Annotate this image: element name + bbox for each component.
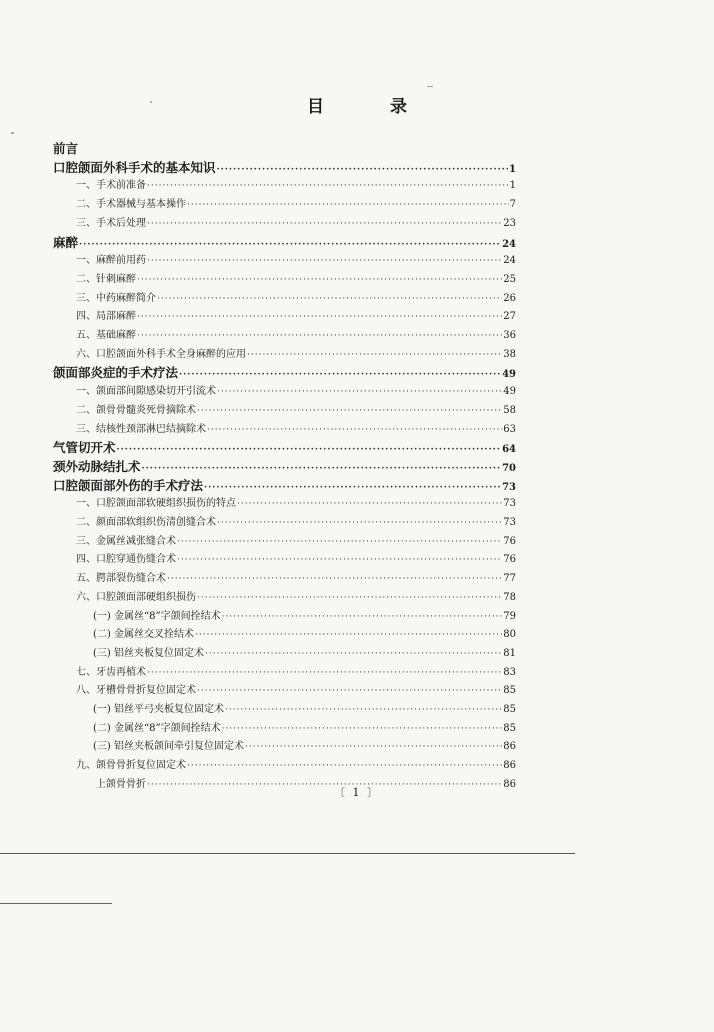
toc-entry-title: 二、手术器械与基本操作 [76, 199, 186, 211]
toc-leader-dots [187, 197, 509, 213]
toc-entry-page: 1 [509, 180, 516, 192]
toc-leader-dots [195, 627, 502, 643]
toc-leader-dots [147, 178, 509, 194]
toc-entry-title: 麻醉 [53, 234, 79, 250]
toc-entry-title: 六、口腔颌面外科手术全身麻醉的应用 [76, 348, 246, 360]
toc-entry-title: 上颌骨骨折 [96, 778, 146, 790]
toc-entry-page: 49 [503, 386, 516, 398]
toc-entry [93, 646, 516, 662]
toc-entry-title: (三) 铝丝夹板复位固定术 [93, 647, 204, 659]
toc-leader-dots [79, 237, 501, 251]
toc-entry-page: 85 [503, 704, 516, 715]
toc-entry [76, 197, 516, 213]
toc-leader-dots [147, 216, 502, 232]
toc-entry-page: 79 [503, 610, 516, 622]
toc-entry-page: 78 [503, 591, 516, 603]
toc-entry-title: 七、牙齿再植术 [76, 666, 146, 678]
toc-leader-dots [137, 272, 502, 288]
scan-speck [427, 86, 433, 87]
toc-entry-title: 九、颌骨骨折复位固定术 [76, 760, 186, 772]
toc-entry [76, 758, 516, 774]
toc-entry-title: 一、颌面部间隙感染切开引流术 [76, 386, 216, 398]
toc-entry-title: 二、颌骨骨髓炎死骨摘除术 [76, 404, 196, 416]
toc-entry-title: 前言 [53, 141, 79, 156]
toc-leader-dots [117, 442, 502, 456]
toc-leader-dots [177, 552, 502, 568]
toc-entry [76, 309, 516, 325]
toc-entry-title: (二) 金属丝“8”字颌间拴结术 [93, 722, 221, 734]
toc-entry-title: 五、腭部裂伤缝合术 [76, 573, 166, 585]
scan-rule-line-short [0, 903, 112, 904]
toc-entry-title: 六、口腔颌面部硬组织损伤 [76, 591, 196, 603]
toc-entry-page: 36 [503, 330, 516, 341]
toc-entry-title: 气管切开术 [53, 440, 116, 456]
toc-entry-title: 三、中药麻醉简介 [76, 292, 156, 304]
toc-entry [53, 478, 516, 494]
toc-entry-page: 24 [502, 238, 516, 250]
toc-entry-title: 三、结核性颈部淋巴结摘除术 [76, 423, 206, 435]
scan-speck [150, 101, 152, 103]
toc-entry [76, 552, 516, 568]
toc-entry [53, 440, 516, 456]
toc-leader-dots [207, 422, 502, 438]
toc-leader-dots [137, 309, 502, 325]
toc-entry-title: 口腔颌面部外伤的手术疗法 [53, 477, 204, 493]
toc-leader-dots [222, 609, 503, 625]
toc-entry-title: 口腔颌面外科手术的基本知识 [53, 159, 216, 175]
toc-entry [93, 739, 516, 755]
toc-leader-dots [245, 739, 502, 755]
toc-leader-dots [137, 328, 502, 344]
toc-entry-page: 58 [503, 404, 516, 416]
toc-leader-dots [225, 702, 502, 718]
toc-entry [76, 384, 516, 400]
toc-entry-page: 64 [502, 444, 516, 456]
toc-entry-page: 63 [503, 423, 516, 435]
toc-entry-title: (三) 铝丝夹板颌间牵引复位固定术 [93, 741, 244, 753]
toc-entry-title: 一、手术前准备 [76, 180, 146, 192]
toc-entry-title: (一) 金属丝“8”字颌间拴结术 [93, 610, 221, 622]
toc-leader-dots [167, 571, 502, 587]
toc-leader-dots [237, 496, 502, 512]
scan-rule-line [0, 853, 575, 854]
toc-leader-dots [204, 480, 501, 494]
toc-entry-page: 86 [503, 741, 516, 753]
toc-entry [76, 253, 516, 269]
toc-entry-title: 二、颜面部软组织伤清创缝合术 [76, 517, 216, 528]
toc-entry-page: 70 [502, 462, 516, 474]
toc-leader-dots [157, 291, 502, 307]
toc-entry [76, 422, 516, 438]
toc-entry [76, 590, 516, 606]
toc-entry-title: 四、局部麻醉 [76, 311, 136, 323]
toc-leader-dots [147, 665, 502, 681]
toc-entry-page: 49 [502, 369, 516, 381]
toc-leader-dots [197, 683, 502, 699]
toc-entry [93, 627, 516, 643]
toc-entry [76, 291, 516, 307]
toc-entry-page: 1 [509, 163, 516, 175]
toc-entry [53, 141, 516, 157]
toc-entry-title: 颌面部炎症的手术疗法 [53, 365, 179, 381]
page-title: 目 录 [307, 97, 437, 117]
toc-entry [76, 328, 516, 344]
toc-leader-dots [205, 646, 502, 662]
toc-entry-page: 25 [503, 273, 516, 285]
toc-entry [76, 347, 516, 363]
toc-entry [76, 216, 516, 232]
toc-leader-dots [179, 367, 501, 381]
toc-entry-title: 三、金属丝减张缝合术 [76, 535, 176, 547]
toc-entry-title: (一) 铝丝平弓夹板复位固定术 [93, 704, 224, 715]
toc-entry-page: 26 [503, 292, 516, 304]
toc-leader-dots [197, 403, 502, 419]
toc-entry-page: 76 [503, 535, 516, 547]
toc-entry-title: (二) 金属丝交叉拴结术 [93, 629, 194, 641]
toc-leader-dots [217, 162, 509, 176]
toc-entry-page: 23 [503, 217, 516, 229]
toc-leader-dots [147, 253, 502, 269]
toc-entry [53, 459, 516, 475]
toc-entry-page: 83 [503, 666, 516, 678]
toc-entry [76, 665, 516, 681]
toc-entry-title: 一、麻醉前用药 [76, 255, 146, 267]
toc-leader-dots [187, 758, 502, 774]
toc-entry-page: 80 [503, 629, 516, 641]
toc-entry [53, 365, 516, 381]
toc-leader-dots [217, 384, 502, 400]
toc-entry-title: 四、口腔穿通伤缝合术 [76, 554, 176, 566]
toc-entry-page: 73 [503, 498, 516, 510]
toc-entry [76, 403, 516, 419]
toc-entry [76, 571, 516, 587]
toc-entry [76, 496, 516, 512]
toc-entry-page: 77 [503, 573, 516, 585]
toc-entry-page: 85 [503, 722, 516, 734]
toc-entry-page: 85 [503, 685, 516, 697]
toc-entry [76, 178, 516, 194]
toc-entry-title: 五、基础麻醉 [76, 330, 136, 341]
toc-entry [76, 683, 516, 699]
toc-entry [76, 534, 516, 550]
toc-leader-dots [142, 461, 502, 475]
toc-entry [53, 235, 516, 251]
toc-entry-page: 86 [503, 778, 516, 790]
toc-leader-dots [222, 721, 503, 737]
toc-entry [76, 515, 516, 531]
toc-entry [76, 272, 516, 288]
toc-leader-dots [197, 590, 502, 606]
toc-entry-page: 76 [503, 554, 516, 566]
toc-entry-page: 7 [509, 199, 516, 211]
toc-entry [93, 721, 516, 737]
toc-entry [93, 702, 516, 718]
toc-entry-page: 27 [503, 311, 516, 323]
toc-entry-page: 73 [503, 517, 516, 528]
toc-entry-page: 86 [503, 760, 516, 772]
toc-entry-page: 81 [503, 647, 516, 659]
toc-entry-title: 一、口腔颌面部软硬组织损伤的特点 [76, 498, 236, 510]
toc-entry-page: 38 [503, 348, 516, 360]
toc-leader-dots [217, 515, 502, 531]
page-number-footer: 〔 1 〕 [334, 786, 380, 799]
toc-leader-dots [177, 534, 502, 550]
toc-entry [53, 160, 516, 176]
toc-entry-page: 73 [502, 481, 516, 493]
toc-entry-title: 八、牙槽骨骨折复位固定术 [76, 685, 196, 697]
toc-entry [93, 609, 516, 625]
toc-entry-page: 24 [503, 255, 516, 267]
toc-entry-title: 颈外动脉结扎术 [53, 458, 141, 474]
toc-entry-title: 三、手术后处理 [76, 217, 146, 229]
toc-leader-dots [247, 347, 502, 363]
toc-entry-title: 二、针刺麻醉 [76, 273, 136, 285]
scan-speck [11, 132, 14, 134]
